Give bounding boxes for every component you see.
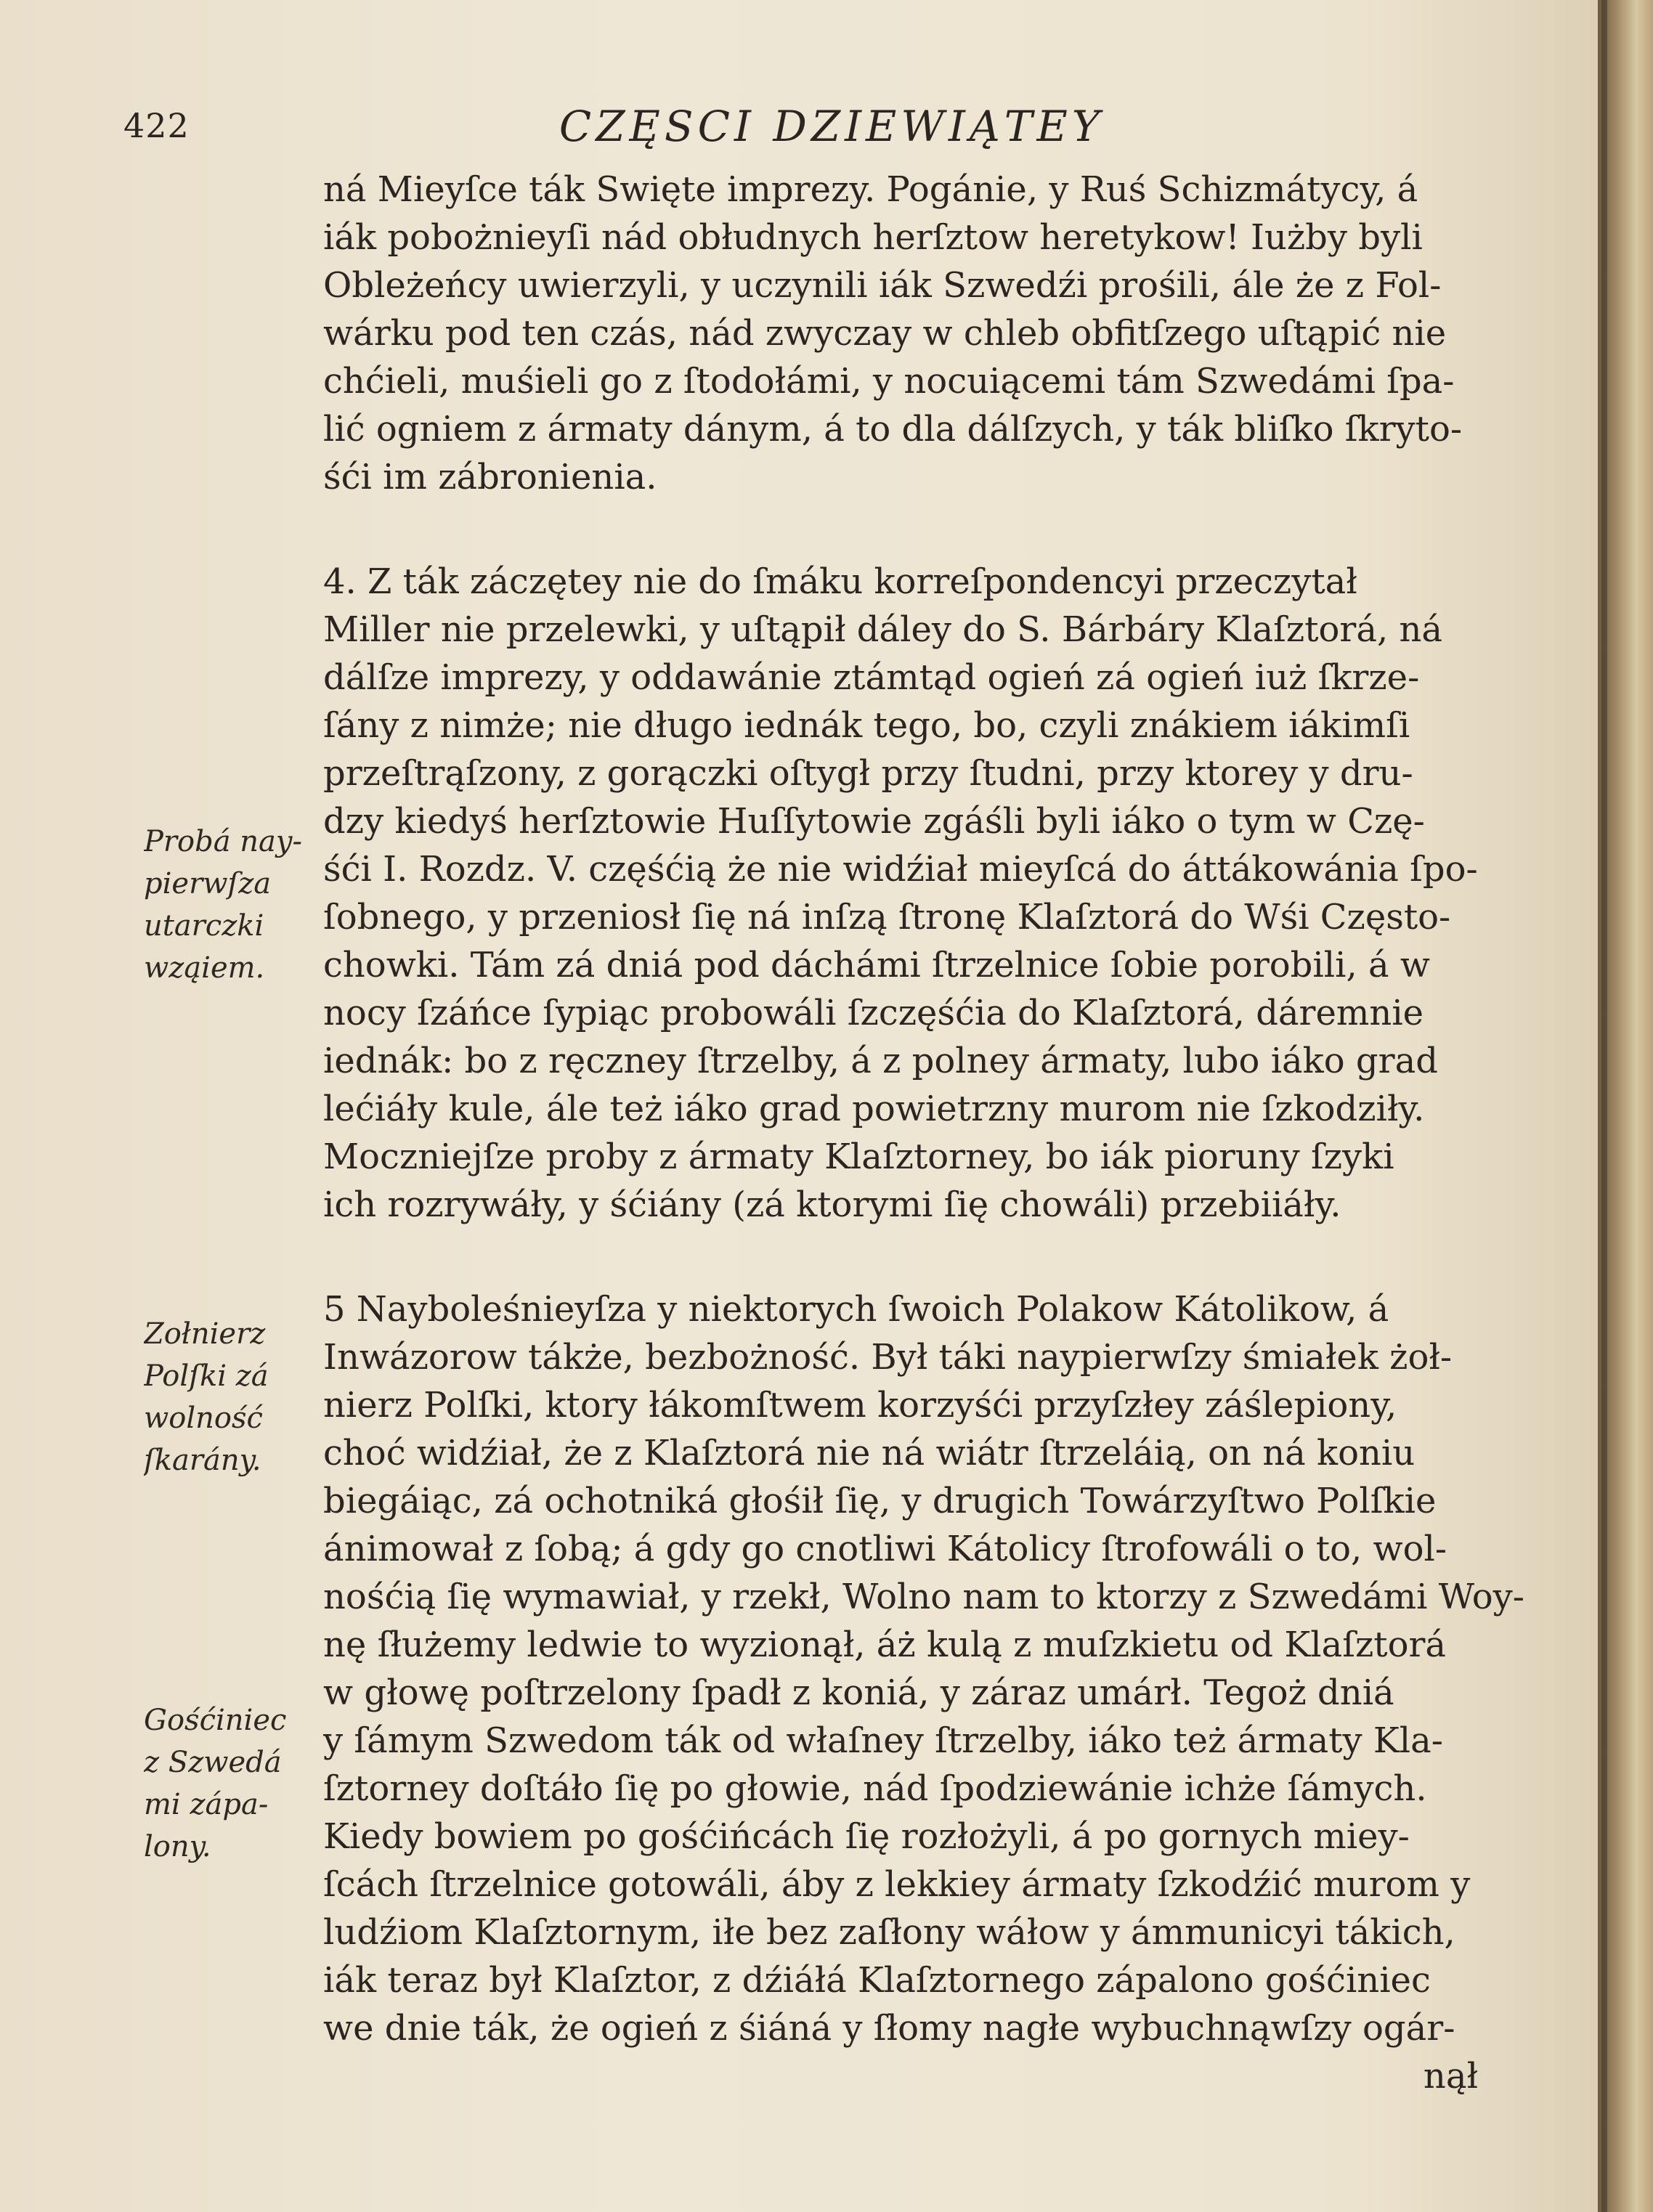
text-line: y ſámym Szwedom ták od właſney ſtrzelby, iáko też ármaty Kla- [323, 1720, 1443, 1761]
margin-note-line: lony. [144, 1830, 211, 1863]
text-line: iednák: bo z ręczney ſtrzelby, á z polney ármaty, lubo iáko grad [323, 1041, 1438, 1081]
main-text-block [323, 166, 1543, 2100]
text-line: śći I. Rozdz. V. częśćią że nie widźiał mieyſcá do áttákowánia ſpo- [323, 849, 1478, 890]
running-head: CZĘSCI DZIEWIĄTEY [559, 102, 1105, 151]
text-line: wárku pod ten czás, nád zwyczay w chleb obfitſzego uſtąpić nie [323, 313, 1447, 354]
text-line: dálſze imprezy, y oddawánie ztámtąd ogień zá ogień iuż ſkrze- [323, 657, 1420, 698]
text-line: ich rozrywáły, y śćiány (zá ktorymi ſię chowáli) przebiiáły. [323, 1184, 1341, 1225]
paragraph-5 [323, 1285, 1543, 2100]
margin-note-line: pierwſza [144, 867, 272, 900]
margin-note-polish-soldier [144, 1313, 318, 1481]
text-line: iák pobożnieyſi nád obłudnych herſztow heretykow! Iużby byli [323, 217, 1423, 258]
margin-note-first-skirmish [144, 821, 318, 989]
page-header [123, 102, 1540, 160]
text-line: chćieli, muśieli go z ſtodołámi, y nocuiącemi tám Szwedámi ſpa- [323, 361, 1455, 402]
margin-note-line: mi zápa- [144, 1788, 269, 1821]
margin-note-line: z Szwedá [144, 1746, 282, 1779]
text-line: biegáiąc, zá ochotniká głośił ſię, y drugich Towárzyſtwo Polſkie [323, 1481, 1437, 1521]
text-line: Kiedy bowiem po gośćińcách ſię rozłożyli, á po gornych miey- [323, 1816, 1410, 1857]
text-line: Obleżeńcy uwierzyli, y uczynili iák Szwedźi prośili, ále że z Fol- [323, 265, 1442, 306]
margin-note-line: wząiem. [144, 951, 265, 985]
page-edge-shadow [1601, 0, 1607, 2212]
text-line: nośćią ſię wymawiał, y rzekł, Wolno nam to ktorzy z Szwedámi Woy- [323, 1577, 1525, 1617]
margin-note-line: wolność [144, 1402, 263, 1435]
margin-note-line: Polſki zá [144, 1359, 269, 1393]
text-line: ánimował z ſobą; á gdy go cnotliwi Kátolicy ſtrofowáli o to, wol- [323, 1529, 1447, 1569]
text-line: przeſtrąſzony, z gorączki oſtygł przy ſtudni, przy ktorey y dru- [323, 753, 1413, 794]
text-line: Miller nie przelewki, y uſtąpił dáley do S. Bárbáry Klaſztorá, ná [323, 609, 1442, 650]
page-number: 422 [123, 106, 190, 145]
text-line: nę ſłużemy ledwie to wyzionął, áż kulą z muſzkietu od Klaſztorá [323, 1625, 1447, 1665]
text-line: nął [1423, 2056, 1478, 2097]
text-line: we dnie ták, że ogień z śiáná y ſłomy nagłe wybuchnąwſzy ogár- [323, 2008, 1455, 2049]
text-line: ludźiom Klaſztornym, iłe bez zaſłony wáłow y ámmunicyi tákich, [323, 1912, 1455, 1953]
text-line: Inwázorow tákże, bezbożność. Był táki naypierwſzy śmiałek żoł- [323, 1337, 1453, 1378]
text-line: iák teraz był Klaſztor, z dźiáłá Klaſztornego zápalono gośćiniec [323, 1960, 1431, 2001]
margin-note-line: Probá nay- [144, 825, 303, 858]
paragraph-continuation [323, 166, 1543, 501]
text-line: lić ogniem z ármaty dánym, á to dla dálſzych, y ták bliſko ſkryto- [323, 409, 1463, 450]
text-line: Moczniejſze proby z ármaty Klaſztorney, bo iák pioruny ſzyki [323, 1137, 1394, 1177]
margin-note-line: Gośćiniec [144, 1704, 287, 1737]
text-line: choć widźiał, że z Klaſztorá nie ná wiátr ſtrzeláią, on ná koniu [323, 1433, 1416, 1473]
text-line: śći im zábronienia. [323, 457, 657, 497]
text-line: lećiáły kule, ále też iáko grad powietrzny murom nie ſzkodziły. [323, 1089, 1425, 1129]
text-line: ná Mieyſce ták Swięte imprezy. Pogánie, y Ruś Schizmátycy, á [323, 169, 1418, 210]
paragraph-gap [323, 501, 1543, 558]
text-line: nocy ſzáńce ſypiąc probowáli ſzczęśćia do Klaſztorá, dáremnie [323, 993, 1424, 1033]
text-line: chowki. Tám zá dniá pod dáchámi ſtrzelnice ſobie porobili, á w [323, 945, 1430, 985]
margin-note-line: utarczki [144, 909, 264, 943]
paragraph-gap [323, 1229, 1543, 1285]
margin-note-line: ſkarány. [144, 1444, 261, 1477]
paragraph-4 [323, 558, 1543, 1229]
text-line: ſány z nimże; nie długo iednák tego, bo, czyli znákiem iákimſi [323, 705, 1410, 746]
text-line: nierz Polſki, ktory łákomſtwem korzyśći przyſzłey záślepiony, [323, 1385, 1397, 1426]
text-line: ſcách ſtrzelnice gotowáli, áby z lekkiey ármaty ſzkodźić murom y [323, 1864, 1471, 1905]
text-line: 4. Z ták záczętey nie do ſmáku korreſpondencyi przeczytał [323, 561, 1357, 602]
margin-note-inn-burned [144, 1699, 318, 1868]
text-line: w głowę poſtrzelony ſpadł z koniá, y záraz umárł. Tegoż dniá [323, 1672, 1394, 1713]
text-line: ſztorney doſtáło ſię po głowie, nád ſpodziewánie ichże ſámych. [323, 1768, 1427, 1809]
text-line: ſobnego, y przeniosł ſię ná inſzą ſtronę Klaſztorá do Wśi Często- [323, 897, 1451, 938]
margin-note-line: Zołnierz [144, 1317, 266, 1351]
text-line: dzy kiedyś herſztowie Huſſytowie zgáśli byli iáko o tym w Czę- [323, 801, 1425, 842]
text-line: 5 Nayboleśnieyſza y niektorych ſwoich Polakow Kátolikow, á [323, 1289, 1389, 1330]
